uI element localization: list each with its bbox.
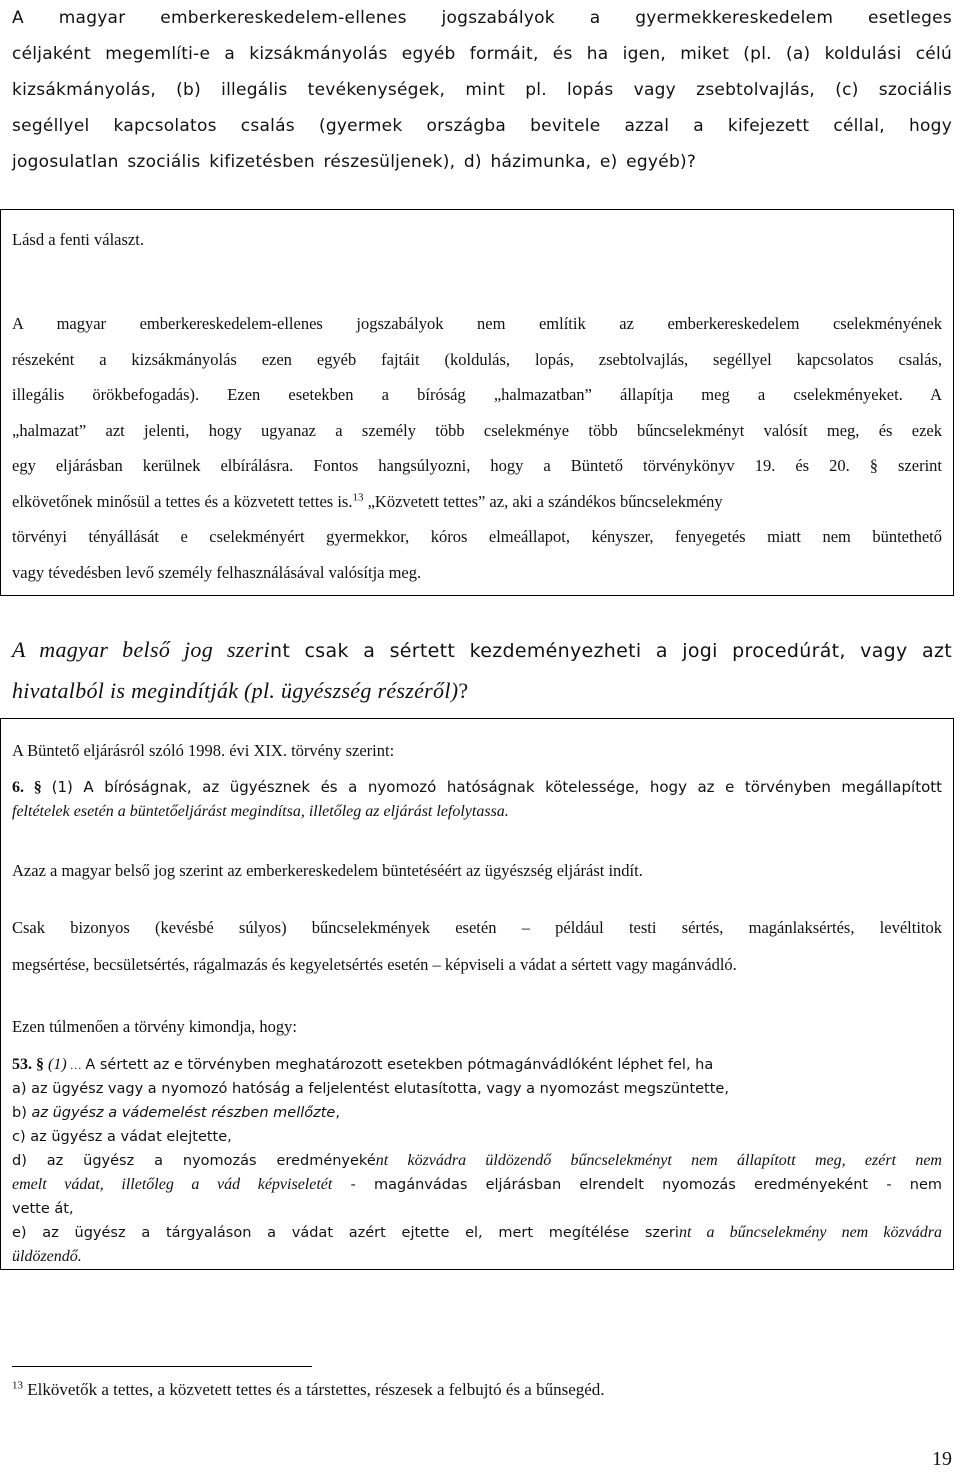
question-1-line: kizsákmányolás, (b) illegális tevékenységek, mint pl. lopás vagy zsebtolvajlás, (c) szociális <box>12 80 952 100</box>
item-b-italic: az ügyész a vádemelést részben mellőzte <box>31 1105 336 1121</box>
question-1 <box>12 0 952 180</box>
question-1-line: segéllyel kapcsolatos csalás (gyermek országba bevitele azzal a kifejezett céllal, hogy <box>12 116 952 136</box>
paragraph-1: Azaz a magyar belső jog szerint az emberkereskedelem büntetéséért az ügyészség eljárást indít. <box>12 861 643 880</box>
footnote-separator <box>12 1366 312 1367</box>
item-d-line-1-italic: nt közvádra üldözendő bűncselekményt nem állapított meg, ezért nem <box>375 1152 942 1169</box>
question-2-italic-end: hivatalból is megindítják (pl. ügyészség részéről) <box>12 678 459 703</box>
item-e-line-1-italic: nt a bűncselekmény nem közvádra <box>678 1224 943 1241</box>
item-d-line-1 <box>12 1149 942 1173</box>
footnote-number: 13 <box>12 1379 23 1392</box>
paragraph-3: Ezen túlmenően a törvény kimondja, hogy: <box>12 1017 298 1036</box>
question-1-line: céljaként megemlíti-e a kizsákmányolás egyéb formáit, és ha igen, miket (pl. (a) koldulási célú <box>12 44 952 64</box>
item-b-suffix: , <box>335 1105 340 1121</box>
item-e-line-1-start: e) az ügyész a tárgyaláson a vádat azért ejtette el, mert megítélése szeri <box>12 1225 679 1241</box>
answer-1-line-end: „Közvetett tettes” az, aki a szándékos bűncselekmény <box>367 491 723 511</box>
footnote <box>12 1380 912 1400</box>
item-e-line-1 <box>12 1221 942 1245</box>
law-intro: A Büntető eljárásról szóló 1998. évi XIX. törvény szerint: <box>12 741 395 760</box>
section-53-number: 53. <box>12 1056 32 1073</box>
question-1-line: jogosulatlan szociális kifizetésben részesüljenek), d) házimunka, e) egyéb)? <box>12 152 697 172</box>
question-2-text: nt csak a sértett kezdeményezheti a jogi procedúrát, vagy azt <box>270 640 952 662</box>
answer-1-line-start: elkövetőnek minősül a tettes és a közvetett tettes is. <box>12 491 353 511</box>
section-53 <box>12 1053 942 1269</box>
section-6 <box>12 775 942 824</box>
section-53-text: A sértett az e törvényben meghatározott esetekben pótmagánvádlóként léphet fel, ha <box>85 1057 714 1073</box>
section-53-ellipsis: … <box>70 1058 82 1072</box>
question-2-line-1 <box>12 630 952 671</box>
item-b-prefix: b) <box>12 1105 32 1121</box>
item-b <box>12 1101 942 1125</box>
item-d-line-3: vette át, <box>12 1201 74 1217</box>
item-d-line-2-italic: emelt vádat, illetőleg a vád képviseletét <box>12 1176 333 1193</box>
paragraph-2-line-2: megsértése, becsületsértés, rágalmazás és kegyeletsértés esetén – képviseli a vádat a sértett vagy magánvádló. <box>12 955 737 974</box>
question-2 <box>12 630 952 711</box>
section-6-text-2: feltételek esetén a büntetőeljárást megindítsa, illetőleg az eljárást lefolytassa. <box>12 803 509 820</box>
answer-1-line: vagy tévedésben levő személy felhasználásával valósítja meg. <box>12 562 422 582</box>
page-number: 19 <box>932 1448 952 1470</box>
question-1-line: A magyar emberkereskedelem-ellenes jogszabályok a gyermekkereskedelem esetleges <box>12 8 952 28</box>
answer-1-line-with-footnote <box>12 484 942 520</box>
question-2-italic-start: A magyar belső jog szeri <box>12 637 271 662</box>
answer-1-line: „halmazat” azt jelenti, hogy ugyanaz a személy több cselekménye több bűncselekményt valósít meg, és ezek <box>12 420 942 440</box>
item-c: c) az ügyész a vádat elejtette, <box>12 1129 232 1145</box>
question-2-mark: ? <box>458 678 469 703</box>
item-e-line-2: üldözendő. <box>12 1248 82 1265</box>
footnote-ref[interactable]: 13 <box>352 491 364 503</box>
answer-1-line: A magyar emberkereskedelem-ellenes jogszabályok nem említik az emberkereskedelem cselekményének <box>12 314 942 333</box>
paragraph-2 <box>12 909 942 983</box>
answer-1-line: részeként a kizsákmányolás ezen egyéb fajtáit (koldulás, lopás, zsebtolvajlás, segéllyel kapcsolatos csalás, <box>12 349 942 369</box>
footnote-text: Elkövetők a tettes, a közvetett tettes és a társtettes, részesek a felbujtó és a bűnsegéd. <box>27 1380 605 1399</box>
section-6-sign: § <box>33 779 42 796</box>
item-a: a) az ügyész vagy a nyomozó hatóság a feljelentést elutasította, vagy a nyomozást megszüntette, <box>12 1081 729 1097</box>
item-d-line-2-end: - magánvádas eljárásban elrendelt nyomozás eredményeként - nem <box>332 1177 942 1193</box>
section-53-sub: (1) <box>48 1056 67 1073</box>
item-d-line-2 <box>12 1173 942 1197</box>
section-6-line-1 <box>12 775 942 800</box>
answer-1-line: illegális örökbefogadás). Ezen esetekben a bíróság „halmazatban” állapítja meg a cselekményeket. A <box>12 385 942 404</box>
answer-1-line: törvényi tényállását e cselekményért gyermekkor, kóros elmeállapot, kényszer, fenyegetés miatt nem büntethető <box>12 527 942 546</box>
section-6-number: 6. <box>12 779 24 796</box>
answer-1-line: egy eljárásban kerülnek elbírálásra. Fontos hangsúlyozni, hogy a Büntető törvénykönyv 19. és 20. § szerint <box>12 456 942 475</box>
answer-box-2 <box>0 718 954 1270</box>
section-53-line-1 <box>12 1053 942 1077</box>
section-6-text-1: (1) A bíróságnak, az ügyésznek és a nyomozó hatóságnak kötelessége, hogy az e törvényben megállapított <box>51 778 943 796</box>
answer-1-paragraph <box>12 306 942 590</box>
paragraph-2-line-1: Csak bizonyos (kevésbé súlyos) bűncselekmények esetén – például testi sértés, magánlaksértés, levéltitok <box>12 918 942 937</box>
answer-box-1 <box>0 209 954 596</box>
item-d-line-1-start: d) az ügyész a nyomozás eredményeké <box>12 1153 376 1169</box>
question-2-line-2 <box>12 671 952 711</box>
see-above-note: Lásd a fenti választ. <box>12 230 144 249</box>
section-53-sign: § <box>36 1056 44 1073</box>
